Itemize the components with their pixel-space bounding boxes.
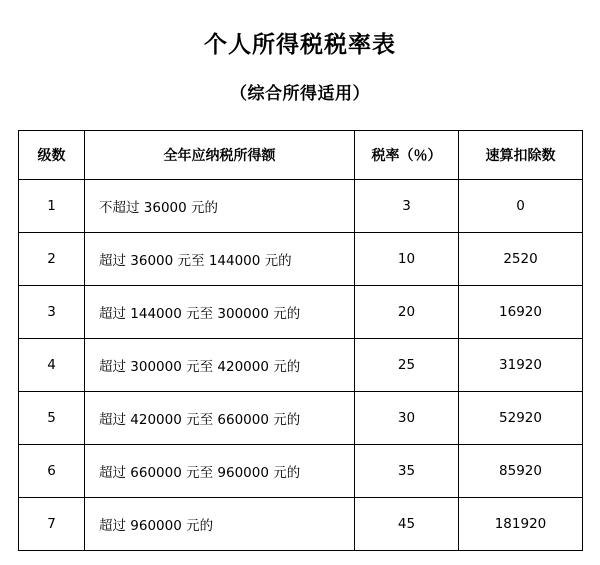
table-header-row (19, 131, 583, 180)
cell-income: 超过 36000 元至 144000 元的 (85, 233, 355, 286)
table-row (19, 339, 583, 392)
tax-rate-table (18, 130, 583, 551)
cell-level: 3 (19, 286, 85, 339)
cell-deduction: 31920 (459, 339, 583, 392)
cell-income: 超过 420000 元至 660000 元的 (85, 392, 355, 445)
table-row (19, 445, 583, 498)
cell-income: 超过 144000 元至 300000 元的 (85, 286, 355, 339)
cell-rate: 10 (355, 233, 459, 286)
cell-rate: 45 (355, 498, 459, 551)
cell-rate: 25 (355, 339, 459, 392)
table-row (19, 286, 583, 339)
cell-rate: 3 (355, 180, 459, 233)
cell-income: 超过 660000 元至 960000 元的 (85, 445, 355, 498)
column-header-level: 级数 (19, 131, 85, 180)
table-body (19, 180, 583, 551)
cell-level: 7 (19, 498, 85, 551)
cell-deduction: 52920 (459, 392, 583, 445)
column-header-deduction: 速算扣除数 (459, 131, 583, 180)
cell-income: 超过 300000 元至 420000 元的 (85, 339, 355, 392)
cell-level: 2 (19, 233, 85, 286)
table-row (19, 498, 583, 551)
cell-income: 超过 960000 元的 (85, 498, 355, 551)
page-title: 个人所得税税率表 (204, 31, 396, 58)
document-page (0, 26, 600, 565)
cell-deduction: 85920 (459, 445, 583, 498)
cell-level: 5 (19, 392, 85, 445)
cell-deduction: 16920 (459, 286, 583, 339)
table-row (19, 180, 583, 233)
cell-deduction: 181920 (459, 498, 583, 551)
tax-table-container (18, 130, 582, 551)
table-row (19, 392, 583, 445)
page-subtitle: （综合所得适用） (230, 84, 370, 104)
cell-rate: 30 (355, 392, 459, 445)
cell-level: 4 (19, 339, 85, 392)
column-header-income: 全年应纳税所得额 (85, 131, 355, 180)
table-header (19, 131, 583, 180)
cell-rate: 20 (355, 286, 459, 339)
cell-deduction: 2520 (459, 233, 583, 286)
table-row (19, 233, 583, 286)
cell-deduction: 0 (459, 180, 583, 233)
cell-level: 1 (19, 180, 85, 233)
cell-rate: 35 (355, 445, 459, 498)
cell-income: 不超过 36000 元的 (85, 180, 355, 233)
column-header-rate: 税率（％） (355, 131, 459, 180)
cell-level: 6 (19, 445, 85, 498)
